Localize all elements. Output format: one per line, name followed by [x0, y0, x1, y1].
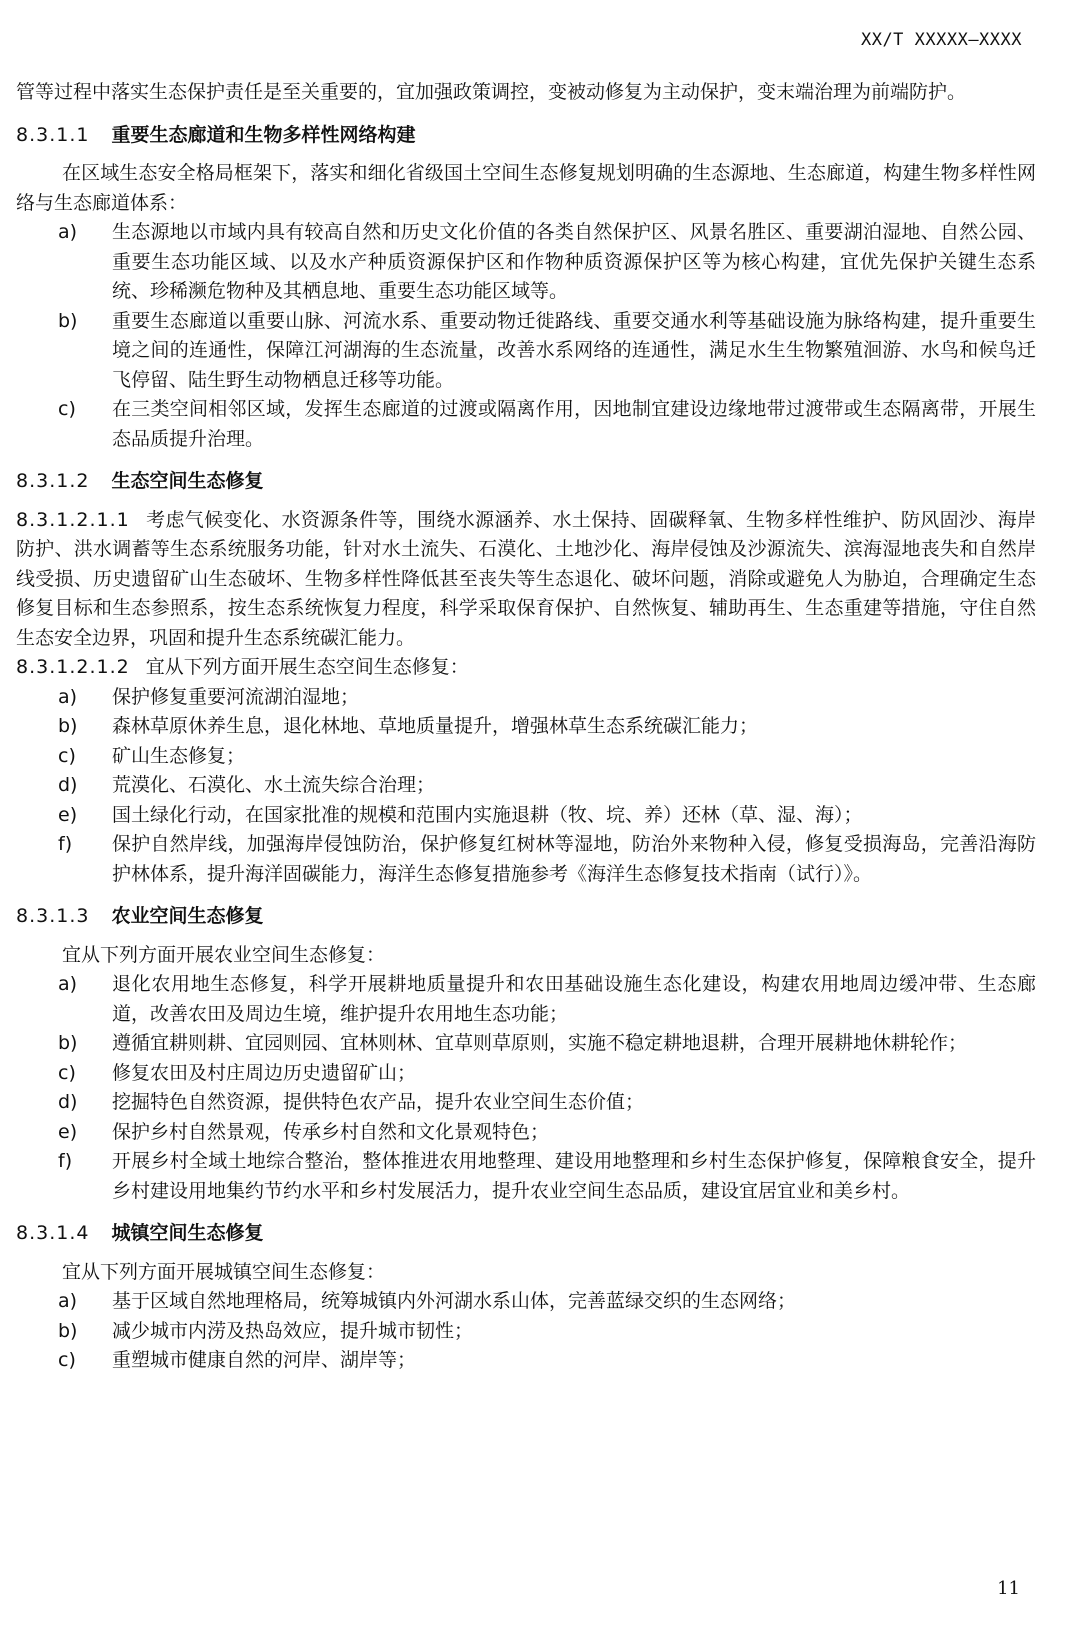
list-marker: d): [58, 1091, 78, 1113]
list-item: [16, 1059, 1036, 1089]
list-marker: f): [58, 833, 73, 855]
page-content: [16, 78, 1036, 1376]
list-item-text: 矿山生态修复；: [112, 744, 246, 767]
list-item: [16, 742, 1036, 772]
section-lead: 在区域生态安全格局框架下，落实和细化省级国土空间生态修复规划明确的生态源地、生态廊道，构建生物多样性网络与生态廊道体系：: [16, 162, 1036, 214]
section-number: 8.3.1.4: [16, 1222, 90, 1244]
list-item: [16, 1088, 1036, 1118]
list-marker: f): [58, 1150, 73, 1172]
section-heading-8-3-1-4: [16, 1219, 1036, 1249]
list-marker: a): [58, 685, 78, 708]
list-item: [16, 830, 1036, 889]
section-number: 8.3.1.3: [16, 905, 90, 927]
section-title: 城镇空间生态修复: [111, 1222, 264, 1244]
list-marker: c): [58, 398, 76, 420]
list-marker: c): [58, 1061, 76, 1084]
list-marker: a): [58, 1290, 78, 1312]
standard-number-header: XX/T XXXXX—XXXX: [860, 30, 1022, 50]
list-marker: b): [58, 715, 78, 737]
section-title: 农业空间生态修复: [111, 905, 264, 927]
list-item-text: 保护乡村自然景观，传承乡村自然和文化景观特色；: [112, 1120, 550, 1143]
list-item: [16, 801, 1036, 831]
section-heading-8-3-1-1: [16, 121, 1036, 151]
intro-paragraph: 管等过程中落实生态保护责任是至关重要的，宜加强政策调控，变被动修复为主动保护，变末端治理为前端防护。: [16, 81, 967, 103]
list-item-text: 基于区域自然地理格局，统筹城镇内外河湖水系山体，完善蓝绿交织的生态网络；: [112, 1290, 797, 1312]
list-item: [16, 712, 1036, 742]
list-item: [16, 1029, 1036, 1059]
clause-text: 宜从下列方面开展生态空间生态修复：: [145, 656, 469, 678]
list-item-text: 保护自然岸线，加强海岸侵蚀防治，保护修复红树林等湿地，防治外来物种入侵，修复受损海岛，完善沿海防护林体系，提升海洋固碳能力，海洋生态修复措施参考《海洋生态修复技术指南（试行）》。: [112, 833, 1036, 885]
list-item-text: 国土绿化行动，在国家批准的规模和范围内实施退耕（牧、垸、养）还林（草、湿、海）；: [112, 803, 863, 826]
section-heading-8-3-1-2: [16, 467, 1036, 497]
section-list-8-3-1-2: [16, 683, 1036, 890]
list-item-text: 开展乡村全域土地综合整治，整体推进农用地整理、建设用地整理和乡村生态保护修复，保障粮食安全，提升乡村建设用地集约节约水平和乡村发展活力，提升农业空间生态品质，建设宜居宜业和美乡村。: [112, 1150, 1036, 1202]
list-item-text: 挖掘特色自然资源，提供特色农产品，提升农业空间生态价值；: [112, 1091, 645, 1113]
section-title: 重要生态廊道和生物多样性网络构建: [111, 123, 416, 146]
list-item: [16, 683, 1036, 713]
list-item-text: 保护修复重要河流湖泊湿地；: [112, 685, 360, 708]
list-item-text: 减少城市内涝及热岛效应，提升城市韧性；: [112, 1319, 474, 1342]
list-item: [16, 1118, 1036, 1148]
list-item: [16, 1147, 1036, 1206]
list-marker: b): [58, 1319, 78, 1342]
list-item-text: 修复农田及村庄周边历史遗留矿山；: [112, 1061, 417, 1084]
section-list-8-3-1-4: [16, 1287, 1036, 1376]
page-number: 11: [997, 1578, 1020, 1599]
list-marker: c): [58, 1349, 76, 1371]
list-item-text: 森林草原休养生息，退化林地、草地质量提升，增强林草生态系统碳汇能力；: [112, 715, 759, 737]
list-item: [16, 218, 1036, 307]
list-item-text: 重塑城市健康自然的河岸、湖岸等；: [112, 1349, 417, 1371]
list-item: [16, 395, 1036, 454]
clause-text: 考虑气候变化、水资源条件等，围绕水源涵养、水土保持、固碳释氧、生物多样性维护、防风固沙、海岸防护、洪水调蓄等生态系统服务功能，针对水土流失、石漠化、土地沙化、海岸侵蚀及沙源流失、滨海湿地丧失和自然岸线受损、历史遗留矿山生态破坏、生物多样性降低甚至丧失等生态退化、破坏问题，消除或避免人为胁迫，合理确定生态修复目标和生态参照系，按生态系统恢复力程度，科学采取保育保护、自然恢复、辅助再生、生态重建等措施，守住自然生态安全边界，巩固和提升生态系统碳汇能力。: [16, 508, 1036, 649]
section-list-8-3-1-3: [16, 970, 1036, 1206]
clause-number: 8.3.1.2.1.1: [16, 508, 130, 531]
clause-number: 8.3.1.2.1.2: [16, 656, 130, 678]
list-item: [16, 1287, 1036, 1317]
list-marker: a): [58, 221, 78, 243]
section-lead: 宜从下列方面开展城镇空间生态修复：: [62, 1260, 386, 1283]
list-marker: d): [58, 774, 78, 796]
list-item: [16, 1346, 1036, 1376]
list-item: [16, 307, 1036, 396]
clause-8-3-1-2-1-2: [16, 653, 1036, 683]
list-item: [16, 970, 1036, 1029]
list-item: [16, 771, 1036, 801]
list-marker: c): [58, 744, 76, 767]
section-lead: 宜从下列方面开展农业空间生态修复：: [62, 943, 386, 966]
clause-8-3-1-2-1-1: [16, 506, 1036, 654]
section-title: 生态空间生态修复: [111, 470, 264, 492]
section-heading-8-3-1-3: [16, 902, 1036, 932]
list-item-text: 退化农用地生态修复，科学开展耕地质量提升和农田基础设施生态化建设，构建农用地周边缓冲带、生态廊道，改善农田及周边生境，维护提升农用地生态功能；: [112, 973, 1036, 1025]
list-item-text: 生态源地以市域内具有较高自然和历史文化价值的各类自然保护区、风景名胜区、重要湖泊湿地、自然公园、重要生态功能区域、以及水产种质资源保护区和作物种质资源保护区等为核心构建，宜优先保护关键生态系统、珍稀濒危物种及其栖息地、重要生态功能区域等。: [112, 221, 1036, 302]
list-marker: b): [58, 1032, 78, 1054]
list-item: [16, 1317, 1036, 1347]
list-item-text: 重要生态廊道以重要山脉、河流水系、重要动物迁徙路线、重要交通水利等基础设施为脉络构建，提升重要生境之间的连通性，保障江河湖海的生态流量，改善水系网络的连通性，满足水生生物繁殖洄游、水鸟和候鸟迁飞停留、陆生野生动物栖息迁移等功能。: [112, 309, 1036, 391]
list-marker: b): [58, 309, 78, 332]
list-marker: e): [58, 803, 78, 826]
section-list-8-3-1-1: [16, 218, 1036, 454]
list-item-text: 在三类空间相邻区域，发挥生态廊道的过渡或隔离作用，因地制宜建设边缘地带过渡带或生态隔离带，开展生态品质提升治理。: [112, 398, 1036, 450]
list-marker: a): [58, 973, 78, 995]
list-item-text: 遵循宜耕则耕、宜园则园、宜林则林、宜草则草原则，实施不稳定耕地退耕，合理开展耕地休耕轮作；: [112, 1032, 968, 1054]
list-marker: e): [58, 1120, 78, 1143]
list-item-text: 荒漠化、石漠化、水土流失综合治理；: [112, 774, 436, 796]
section-number: 8.3.1.1: [16, 123, 90, 146]
section-number: 8.3.1.2: [16, 470, 90, 492]
